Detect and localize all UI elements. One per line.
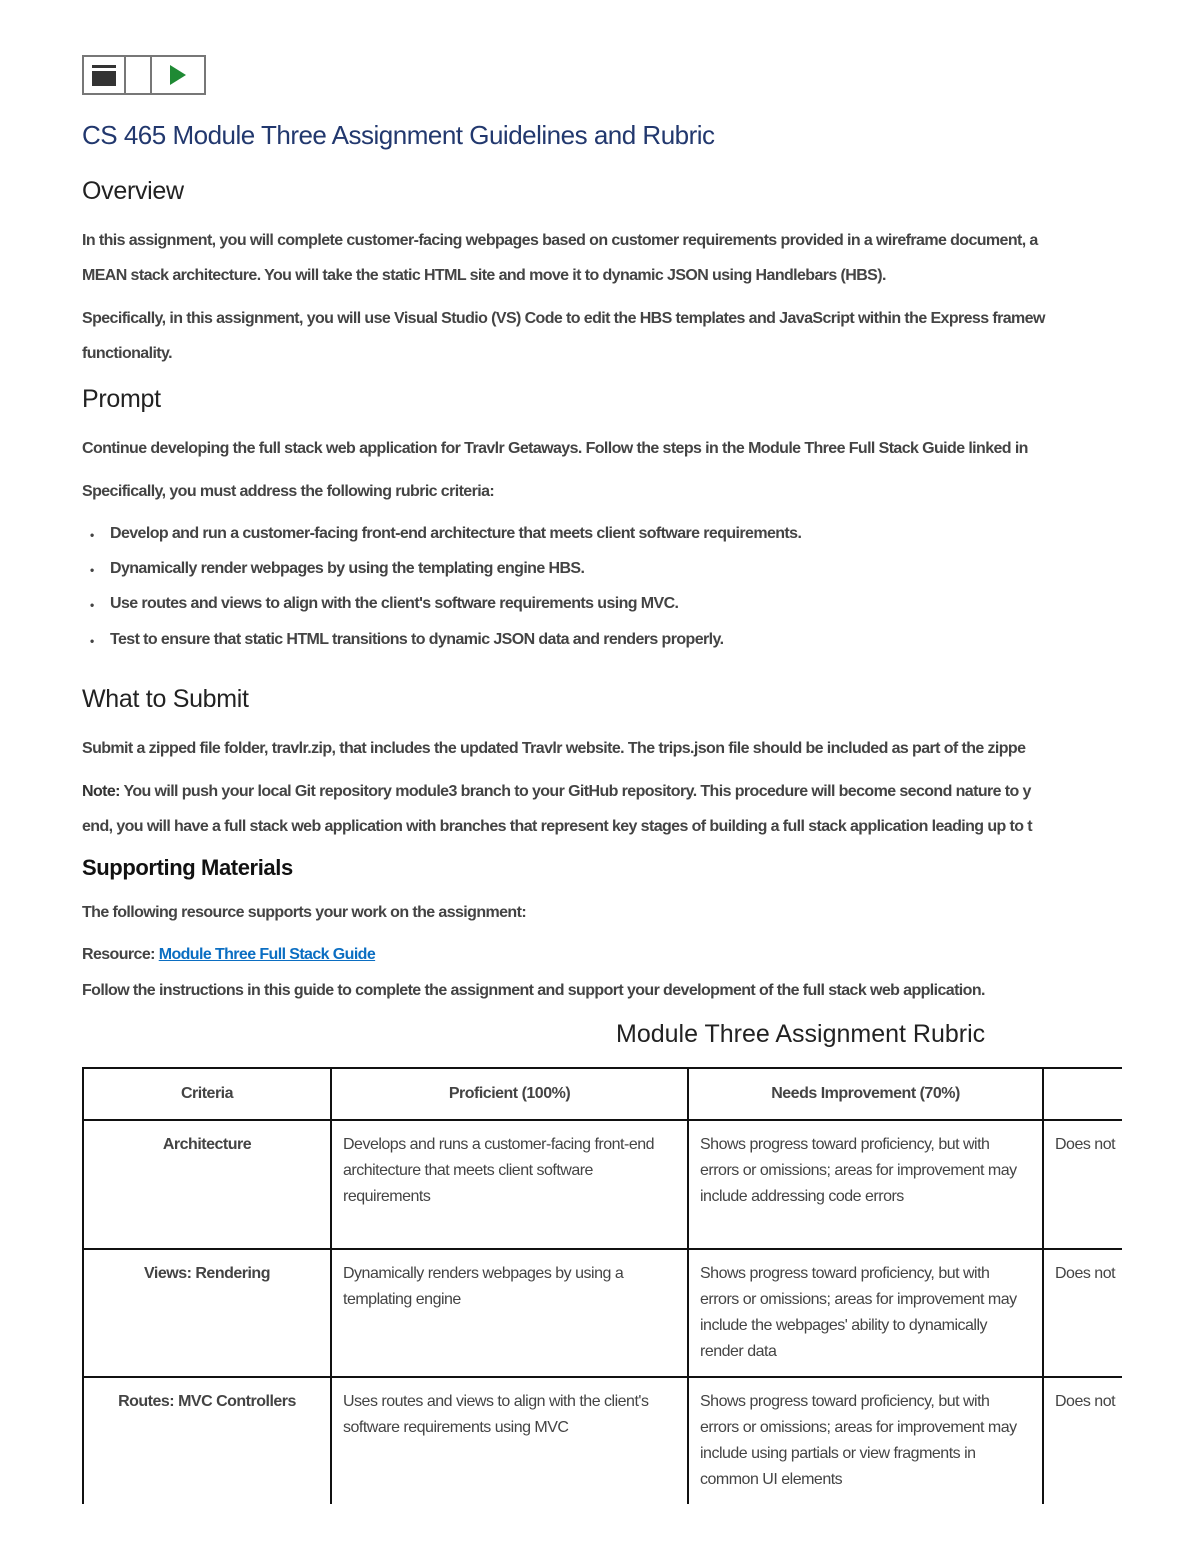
overview-text: MEAN stack architecture. You will take the static HTML site and move it to dynamic JSON using Handlebars (HBS).: [82, 267, 886, 284]
criteria-cell: Views: Rendering: [83, 1249, 331, 1377]
prompt-text: Continue developing the full stack web application for Travlr Getaways. Follow the steps in the Module Three Full Stack Guide linked in: [82, 440, 1028, 457]
criteria-cell: Architecture: [83, 1120, 331, 1249]
bullet-item: • Test to ensure that static HTML transitions to dynamic JSON data and renders properly.: [110, 631, 723, 649]
header-needs-improvement: Needs Improvement (70%): [688, 1068, 1043, 1120]
materials-text: The following resource supports your work on the assignment:: [82, 904, 527, 921]
table-row: [83, 1249, 1122, 1377]
not-evident-cell: Does not: [1043, 1377, 1122, 1504]
criteria-cell: Routes: MVC Controllers: [83, 1377, 331, 1504]
note-text: [82, 783, 1031, 801]
document: [82, 0, 1122, 1553]
bullet-item: • Use routes and views to align with the client's software requirements using MVC.: [110, 595, 678, 613]
submit-heading: What to Submit: [82, 685, 249, 713]
prompt-heading: Prompt: [82, 385, 161, 413]
note-label: Note:: [82, 783, 120, 800]
note-text: end, you will have a full stack web application with branches that represent key stages of building a full stack application leading up to t: [82, 818, 1032, 835]
play-button[interactable]: [152, 57, 204, 93]
resource-link[interactable]: Module Three Full Stack Guide: [158, 946, 376, 963]
resource-label: Resource:: [82, 946, 155, 963]
needs-cell: Shows progress toward proficiency, but with errors or omissions; areas for improvement may include the webpages' ability to dynamically render data: [688, 1249, 1043, 1377]
table-row: [83, 1120, 1122, 1249]
resource-line: [82, 946, 375, 964]
blank-button[interactable]: [126, 57, 152, 93]
proficient-cell: Uses routes and views to align with the client's software requirements using MVC: [331, 1377, 688, 1504]
rubric-table: [82, 1067, 1122, 1504]
window-button[interactable]: [84, 57, 126, 93]
toolbar: [82, 55, 206, 95]
header-criteria: Criteria: [83, 1068, 331, 1120]
overview-heading: Overview: [82, 177, 184, 205]
needs-cell: Shows progress toward proficiency, but with errors or omissions; areas for improvement may include addressing code errors: [688, 1120, 1043, 1249]
materials-heading: Supporting Materials: [82, 855, 293, 880]
bullet-item: • Dynamically render webpages by using the templating engine HBS.: [110, 560, 584, 578]
note-body: You will push your local Git repository module3 branch to your GitHub repository. This procedure will become second nature to y: [119, 783, 1031, 800]
rubric-heading: Module Three Assignment Rubric: [616, 1020, 986, 1048]
play-icon: [170, 65, 186, 85]
bullet-item: • Develop and run a customer-facing front-end architecture that meets client software requirements.: [110, 525, 801, 543]
overview-text: functionality.: [82, 345, 172, 362]
header-not-evident: [1043, 1068, 1122, 1120]
table-row: [83, 1377, 1122, 1504]
not-evident-cell: Does not: [1043, 1120, 1122, 1249]
needs-cell: Shows progress toward proficiency, but with errors or omissions; areas for improvement may include using partials or view fragments in common UI elements: [688, 1377, 1043, 1504]
overview-text: In this assignment, you will complete customer-facing webpages based on customer requirements provided in a wireframe document, a: [82, 232, 1038, 249]
header-proficient: Proficient (100%): [331, 1068, 688, 1120]
not-evident-cell: Does not: [1043, 1249, 1122, 1377]
overview-text: Specifically, in this assignment, you will use Visual Studio (VS) Code to edit the HBS templates and JavaScript within the Express framew: [82, 310, 1045, 327]
submit-text: Submit a zipped file folder, travlr.zip, that includes the updated Travlr website. The trips.json file should be included as part of the zippe: [82, 740, 1026, 757]
proficient-cell: Dynamically renders webpages by using a templating engine: [331, 1249, 688, 1377]
table-header-row: [83, 1068, 1122, 1120]
materials-text: Follow the instructions in this guide to complete the assignment and support your development of the full stack web application.: [82, 982, 985, 999]
prompt-text: Specifically, you must address the following rubric criteria:: [82, 483, 495, 500]
page-title: CS 465 Module Three Assignment Guidelines and Rubric: [82, 120, 715, 150]
proficient-cell: Develops and runs a customer-facing front-end architecture that meets client software requirements: [331, 1120, 688, 1249]
window-icon: [92, 65, 116, 86]
